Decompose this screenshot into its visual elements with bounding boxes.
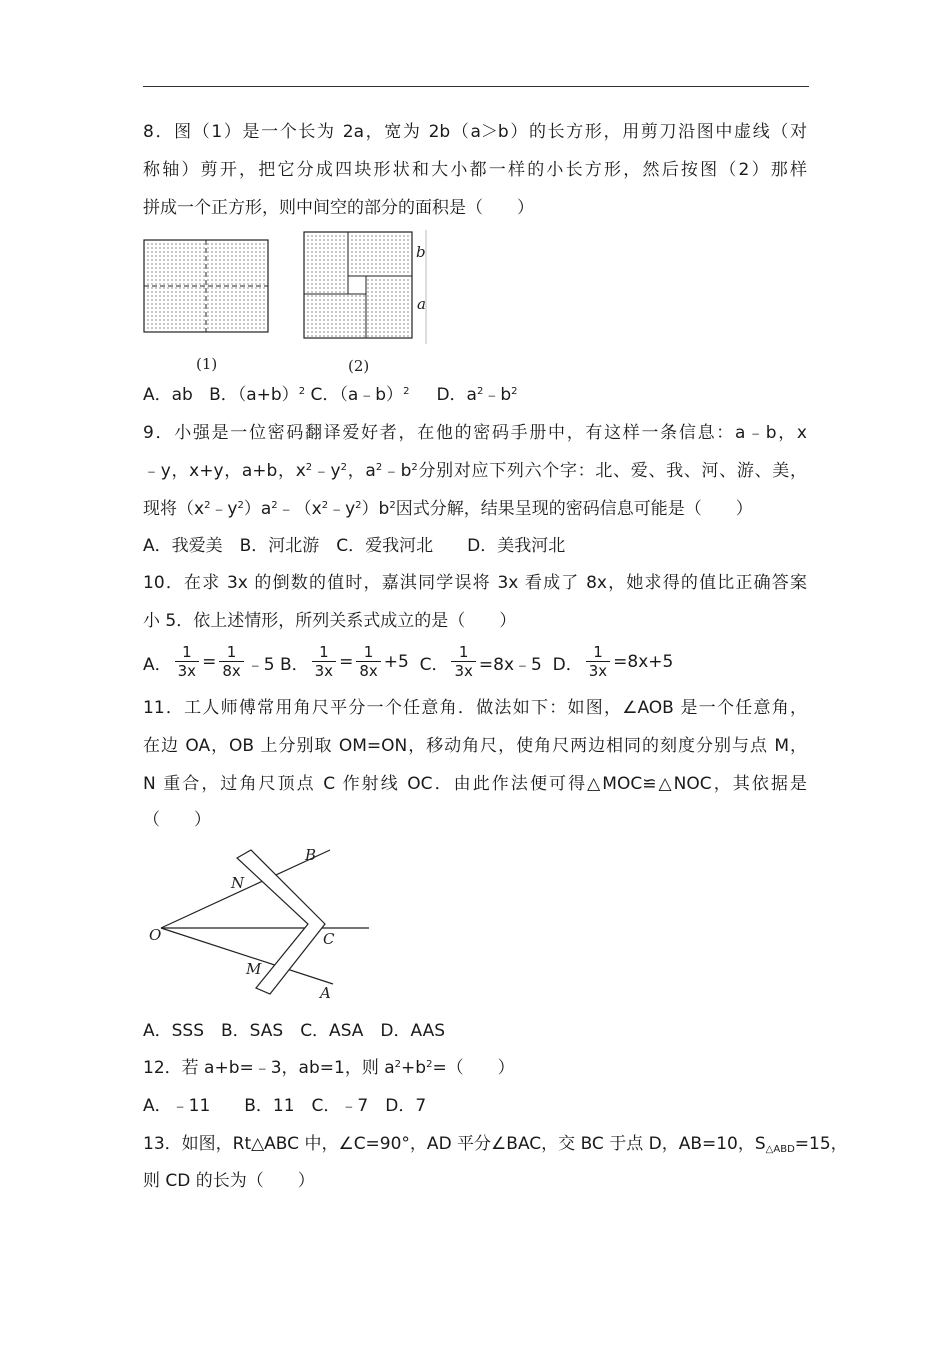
q10-option-d-tail: =8x+5 (613, 652, 674, 672)
header-rule (143, 86, 809, 87)
q8-option-a: A．ab (143, 385, 193, 405)
q13-line-1: 13．如图，Rt△ABC 中，∠C=90°，AD 平分∠BAC，交 BC 于点 D，AB=10，$S_{\triangle ABD}=15$， (143, 1134, 848, 1155)
q9-options: A．我爱美 B．河北游 C．爱我河北 D．美我河北 (143, 536, 566, 556)
q8-option-c: C．（a﹣b）$^2$ (310, 385, 410, 405)
label-o: O (149, 926, 162, 944)
label-b: B (305, 846, 317, 864)
q10-options (143, 644, 673, 680)
fraction-1-over-3x: $\frac{1}{3x}$ (586, 644, 610, 680)
fraction-1-over-8x: $\frac{1}{8x}$ (219, 644, 243, 680)
figure-2-square (304, 232, 412, 338)
fraction-1-over-3x: $\frac{1}{3x}$ (175, 644, 199, 680)
figure-2-label-a: a (417, 295, 426, 313)
q9-line-2: ﹣y，x+y，a+b，$x^2﹣y^2$，$a^2﹣b^2$分别对应下列六个字：北、爱、我、河、游、美， (143, 461, 808, 481)
q10-line-2: 小 5．依上述情形，所列关系式成立的是（ ） (143, 611, 517, 631)
fraction-1-over-3x: $\frac{1}{3x}$ (312, 644, 336, 680)
figure-1-rectangle (144, 240, 268, 332)
q12-options: A．﹣11 B．11 C．﹣7 D．7 (143, 1096, 427, 1116)
q8-figures (138, 226, 438, 378)
fraction-1-over-3x: $\frac{1}{3x}$ (451, 644, 475, 680)
q8-option-d: D．$a^2﹣b^2$ (436, 385, 518, 405)
q11-angle-figure (145, 842, 375, 1004)
fraction-1-over-8x: $\frac{1}{8x}$ (356, 644, 380, 680)
q10-option-d-label: D． (552, 654, 583, 675)
figure-1-caption: (1) (196, 355, 218, 373)
q10-option-c-label: C． (419, 654, 449, 675)
q10-option-b-tail: +5 (383, 652, 409, 672)
q12-stem: 12．若 a+b=﹣3，ab=1，则 $a^2+b^2=$（ ） (143, 1058, 515, 1078)
q8-option-b: B．$(a+b)^2$ (209, 385, 306, 405)
equals-sign: = (339, 652, 354, 672)
q11-line-2: 在边 OA，OB 上分别取 OM=ON，移动角尺，使角尺两边相同的刻度分别与点 M， (143, 736, 807, 756)
equals-sign: = (202, 652, 217, 672)
q10-line-1: 10．在求 3x 的倒数的值时，嘉淇同学误将 3x 看成了 8x，她求得的值比正确答案 (143, 573, 807, 593)
q11-line-4: （ ） (143, 810, 211, 830)
q11-line-1: 11．工人师傅常用角尺平分一个任意角．做法如下：如图，∠AOB 是一个任意角， (143, 698, 807, 718)
q8-line-1: 8．图（1）是一个长为 2a，宽为 2b（a＞b）的长方形，用剪刀沿图中虚线（对 (143, 122, 807, 142)
q8-options (143, 383, 518, 407)
q10-option-a-label: A． (143, 654, 172, 675)
figure-2-label-b: b (416, 243, 426, 261)
q8-line-3: 拼成一个正方形，则中间空的部分的面积是（ ） (143, 198, 534, 218)
figure-2-caption: (2) (348, 357, 370, 375)
q10-option-a-tail: ﹣5 (246, 654, 275, 675)
q10-option-c-tail: =8x﹣5 (478, 654, 542, 675)
label-c: C (323, 930, 335, 948)
q11-options: A．SSS B．SAS C．ASA D．AAS (143, 1021, 446, 1041)
label-m: M (246, 960, 262, 978)
q9-line-1: 9．小强是一位密码翻译爱好者，在他的密码手册中，有这样一条信息：a﹣b，x (143, 423, 807, 443)
label-a: A (320, 984, 331, 1002)
q13-line-2: 则 CD 的长为（ ） (143, 1171, 315, 1191)
q11-line-3: N 重合，过角尺顶点 C 作射线 OC．由此作法便可得△MOC≌△NOC，其依据是 (143, 774, 807, 794)
q10-option-b-label: B． (279, 654, 309, 675)
label-n: N (231, 874, 245, 892)
q8-line-2: 称轴）剪开，把它分成四块形状和大小都一样的小长方形，然后按图（2）那样 (143, 160, 807, 180)
q9-line-3: 现将$(x^2﹣y^2)a^2﹣(x^2﹣y^2)b^2$因式分解，结果呈现的密码信息可能是（ ） (143, 499, 753, 519)
